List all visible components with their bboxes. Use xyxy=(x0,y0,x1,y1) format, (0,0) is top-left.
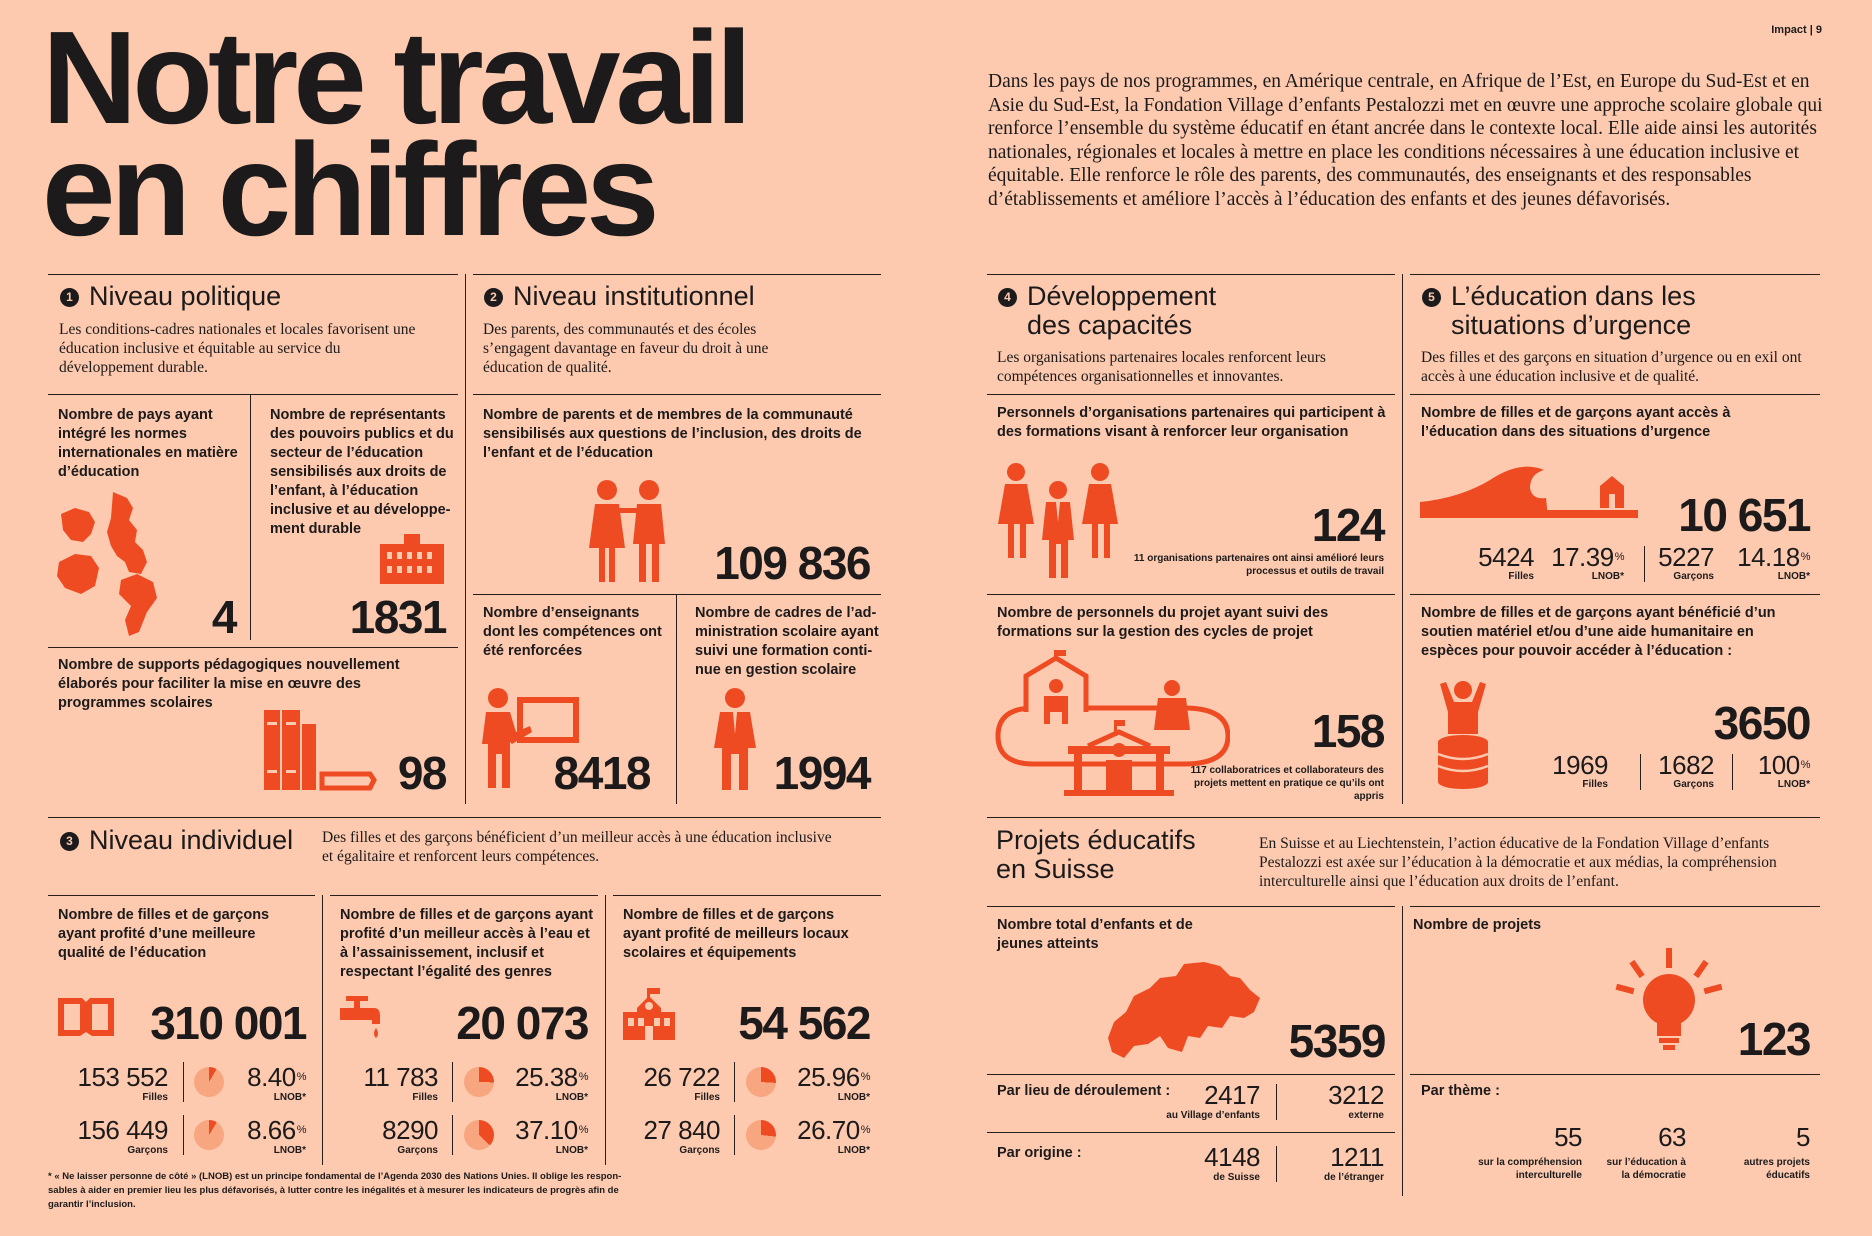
section-title: Niveau politique xyxy=(89,281,282,311)
pct-value: 8.66 xyxy=(247,1115,296,1145)
s5-a-girls-label: Filles xyxy=(1508,571,1534,582)
pct-symbol: % xyxy=(296,1124,306,1136)
divider xyxy=(48,895,315,896)
suisse-desc: En Suisse et au Liechtenstein, l’action éducative de la Fondation Village d’enfants Pestalozzi est axée sur l’éducation à la démocratie et aux médias, la compréhension interculturelle ainsi que l’éducation aux droits de l’enfant. xyxy=(1259,835,1777,890)
s3-col3-girls: 26 722 xyxy=(643,1062,720,1092)
s5-a-boys: 5227 xyxy=(1658,542,1714,572)
section-title: L’éducation dans les xyxy=(1451,281,1696,311)
divider xyxy=(330,895,598,896)
s5-b-girls-label: Filles xyxy=(1582,779,1608,790)
s2-b-label: Nombre d’enseignants dont les compétences ont été renforcées xyxy=(483,605,662,659)
pct-symbol: % xyxy=(1800,551,1810,563)
divider xyxy=(987,906,1395,907)
divider xyxy=(987,274,1395,275)
lnob-pie-chart xyxy=(194,1120,224,1150)
s1-b-label: Nombre de représentants des pouvoirs publics et du secteur de l’éducation sensibilisés aux droits de l’enfant, à l’éducation inclusive et au développe- ment durable xyxy=(270,407,454,537)
theme-3-value: 5 xyxy=(1796,1122,1810,1152)
pct-symbol: % xyxy=(578,1124,588,1136)
theme-2-label: sur l’éducation à la démocratie xyxy=(1606,1157,1686,1181)
s3-col3-label: Nombre de filles et de garçons ayant profité de meilleurs locaux scolaires et équipements xyxy=(623,907,849,961)
divider xyxy=(676,594,677,804)
s5-b-boys: 1682 xyxy=(1658,750,1714,780)
pct-symbol: % xyxy=(578,1071,588,1083)
s3-col1-girls-label: Filles xyxy=(142,1092,168,1103)
lnob-pie-chart xyxy=(464,1067,494,1097)
s3-col2-girls-label: Filles xyxy=(412,1092,438,1103)
pct-symbol: % xyxy=(860,1071,870,1083)
s2-a-value: 109 836 xyxy=(714,537,870,589)
divider xyxy=(1276,1146,1277,1182)
lnob-label: LNOB* xyxy=(1777,571,1810,582)
suisse-b-label: Nombre de projets xyxy=(1413,917,1542,933)
divider xyxy=(473,394,881,395)
page-number: Impact | 9 xyxy=(1771,24,1822,36)
pct-symbol: % xyxy=(860,1124,870,1136)
theme-3-label: autres projets éducatifs xyxy=(1743,1157,1810,1181)
s5-a-label: Nombre de filles et de garçons ayant accès à l’éducation dans des situations d’urgence xyxy=(1421,405,1731,440)
intro-paragraph: Dans les pays de nos programmes, en Amérique centrale, en Afrique de l’Est, en Europe du Sud-Est et en Asie du Sud-Est, la Fondation Village d’enfants Pestalozzi met en œuvre une approche scolaire globale qui renforce l’ensemble du système éducatif en étant ancrée dans le contexte local. Elle aide ainsi les autorités nationales, régionales et locales à mettre en place les conditions nécessaires à une éducation inclusive et équitable. Elle renforce le rôle des parents, des communautés, des enseignants et des responsables d’établissements et améliore l’accès à l’éducation des enfants et des jeunes défavorisés. xyxy=(988,71,1823,210)
orig-v2: 1211 xyxy=(1330,1142,1384,1172)
section-title: Niveau institutionnel xyxy=(513,281,755,311)
s2-c-value: 1994 xyxy=(773,747,870,799)
s5-a-boys-pct xyxy=(1720,544,1810,570)
s2-a-label: Nombre de parents et de membres de la communauté sensibilisés aux questions de l’inclusion, des droits de l’enfant et de l’éducation xyxy=(483,407,862,461)
divider xyxy=(987,1132,1395,1133)
section-title: Développement xyxy=(1027,281,1217,311)
pct-value: 17.39 xyxy=(1551,542,1614,572)
s5-b-label: Nombre de filles et de garçons ayant bénéficié d’un soutien matériel et/ou d’une aide humanitaire en espèces pour pouvoir accéder à l’éducation : xyxy=(1421,605,1776,659)
divider xyxy=(48,274,458,275)
divider xyxy=(1276,1084,1277,1120)
section-title: Niveau individuel xyxy=(89,825,294,855)
s3-col3-boys-label: Garçons xyxy=(679,1145,720,1156)
s3-col2-label: Nombre de filles et de garçons ayant profité d’un meilleur accès à l’eau et à l’assainissement, inclusif et respectant l’égalité des genres xyxy=(340,907,594,980)
section-4-desc: Les organisations partenaires locales renforcent leurs compétences organisationnelles et innovantes. xyxy=(997,349,1326,385)
origine-label: Par origine : xyxy=(997,1145,1082,1161)
s3-col2-girls-pct xyxy=(496,1064,588,1090)
s1-c-value: 98 xyxy=(397,747,446,799)
theme-1-label: sur la compréhension interculturelle xyxy=(1478,1157,1582,1181)
s4-b-note: 117 collaboratrices et collaborateurs des projets mettent en pratique ce qu’ils ont appris xyxy=(1190,765,1384,802)
s5-b-value: 3650 xyxy=(1713,697,1810,749)
lnob-label: LNOB* xyxy=(273,1092,306,1103)
s3-col1-girls-pct xyxy=(226,1064,306,1090)
suisse-a-value: 5359 xyxy=(1288,1015,1385,1067)
s1-a-value: 4 xyxy=(211,591,236,643)
pct-value: 8.40 xyxy=(247,1062,296,1092)
lieu-v1: 2417 xyxy=(1204,1080,1260,1110)
section-number: 4 xyxy=(998,288,1017,307)
water-tap-icon xyxy=(340,996,390,1040)
section-title: situations d’urgence xyxy=(1451,310,1692,340)
divider xyxy=(473,274,881,275)
divider xyxy=(1402,274,1403,804)
s3-col1-boys-pct xyxy=(226,1117,306,1143)
section-5-desc: Des filles et des garçons en situation d’urgence ou en exil ont accès à une éducation inclusive et de qualité. xyxy=(1421,349,1802,385)
s5-b-pct xyxy=(1740,752,1810,778)
s3-col3-girls-label: Filles xyxy=(694,1092,720,1103)
s4-b-label: Nombre de personnels du projet ayant suivi des formations sur la gestion des cycles de projet xyxy=(997,605,1329,640)
divider xyxy=(452,1115,453,1155)
divider xyxy=(987,817,1820,818)
books-icon xyxy=(262,708,378,792)
lieu-v2-label: externe xyxy=(1348,1110,1384,1121)
divider xyxy=(987,394,1395,395)
section-number: 2 xyxy=(484,288,503,307)
section-title: Projets éducatifs xyxy=(996,825,1196,855)
lieu-label: Par lieu de déroulement : xyxy=(997,1083,1171,1099)
s5-a-boys-label: Garçons xyxy=(1673,571,1714,582)
divider xyxy=(322,895,323,1165)
section-2-desc: Des parents, des communautés et des écoles s’engagent davantage en faveur du droit à une éducation de qualité. xyxy=(483,321,769,376)
section-number: 1 xyxy=(60,288,79,307)
s3-col3-value: 54 562 xyxy=(738,997,870,1049)
s5-b-boys-label: Garçons xyxy=(1673,779,1714,790)
suisse-heading xyxy=(996,826,1196,884)
theme-1-value: 55 xyxy=(1554,1122,1582,1152)
orig-v1: 4148 xyxy=(1204,1142,1260,1172)
section-5-heading xyxy=(1422,282,1696,340)
s3-col2-value: 20 073 xyxy=(456,997,588,1049)
section-3-desc: Des filles et des garçons bénéficient d’un meilleur accès à une éducation inclusive et égalitaire et renforcent leurs compétences. xyxy=(322,829,832,865)
divider xyxy=(250,394,251,640)
theme-2-value: 63 xyxy=(1658,1122,1686,1152)
divider xyxy=(473,594,881,595)
s4-a-label: Personnels d’organisations partenaires qui participent à des formations visant à renforcer leur organisation xyxy=(997,405,1386,440)
pct-symbol: % xyxy=(1800,759,1810,771)
section-3-heading xyxy=(60,826,293,855)
divider xyxy=(613,895,881,896)
divider xyxy=(1732,754,1733,790)
africa-map-icon xyxy=(55,490,165,640)
pct-value: 25.96 xyxy=(797,1062,860,1092)
pct-value: 14.18 xyxy=(1737,542,1800,572)
s3-col3-boys-pct xyxy=(778,1117,870,1143)
lieu-v2: 3212 xyxy=(1328,1080,1384,1110)
pct-value: 26.70 xyxy=(797,1115,860,1145)
s3-col2-boys: 8290 xyxy=(382,1115,438,1145)
s4-a-note: 11 organisations partenaires ont ainsi amélioré leurs processus et outils de travail xyxy=(1133,553,1384,577)
divider xyxy=(465,274,466,804)
page-title xyxy=(42,4,748,263)
lnob-label: LNOB* xyxy=(837,1092,870,1103)
divider xyxy=(734,1062,735,1102)
open-book-icon xyxy=(58,996,114,1038)
section-1-desc: Les conditions-cadres nationales et locales favorisent une éducation inclusive et équitable au service du développement durable. xyxy=(59,321,416,376)
divider xyxy=(1644,546,1645,582)
s3-col3-girls-pct xyxy=(778,1064,870,1090)
s3-col3-boys: 27 840 xyxy=(643,1115,720,1145)
s3-col2-boys-label: Garçons xyxy=(397,1145,438,1156)
lnob-pie-chart xyxy=(746,1067,776,1097)
title-line-1: Notre travail xyxy=(42,4,748,151)
suisse-b-value: 123 xyxy=(1737,1013,1810,1065)
child-coins-icon xyxy=(1436,680,1490,792)
s2-b-value: 8418 xyxy=(553,747,650,799)
divider xyxy=(1410,394,1820,395)
lnob-label: LNOB* xyxy=(1777,779,1810,790)
flood-wave-icon xyxy=(1420,464,1640,520)
school-administrator-icon xyxy=(714,688,756,790)
divider xyxy=(734,1115,735,1155)
section-number: 5 xyxy=(1422,288,1441,307)
divider xyxy=(1402,906,1403,1196)
footnote: * « Ne laisser personne de côté » (LNOB) est un principe fondamental de l’Agenda 2030 des Nations Unies. Il oblige les respon- sables à aider en premier lieu les plus défavorisés, à lutter contre les inégalités et à mesurer les indicateurs de progrès afin de garantir l’inclusion. xyxy=(48,1171,622,1210)
divider xyxy=(48,817,881,818)
divider xyxy=(183,1115,184,1155)
lnob-label: LNOB* xyxy=(837,1145,870,1156)
lnob-label: LNOB* xyxy=(273,1145,306,1156)
s3-col1-label: Nombre de filles et de garçons ayant profité d’une meilleure qualité de l’éducation xyxy=(58,907,270,961)
s1-a-label: Nombre de pays ayant intégré les normes internationales en matière d’éducation xyxy=(58,407,238,480)
divider xyxy=(605,895,606,1165)
orig-v1-label: de Suisse xyxy=(1213,1172,1260,1183)
lnob-pie-chart xyxy=(746,1120,776,1150)
pct-symbol: % xyxy=(1614,551,1624,563)
lnob-label: LNOB* xyxy=(555,1092,588,1103)
s4-b-value: 158 xyxy=(1311,705,1384,757)
section-title: en Suisse xyxy=(996,854,1115,884)
section-number: 3 xyxy=(60,832,79,851)
lnob-pie-chart xyxy=(194,1067,224,1097)
divider xyxy=(1410,274,1820,275)
divider xyxy=(1410,1074,1820,1075)
divider xyxy=(987,1074,1395,1075)
s5-a-girls: 5424 xyxy=(1478,542,1534,572)
s3-col2-girls: 11 783 xyxy=(363,1062,438,1092)
s5-a-girls-pct xyxy=(1536,544,1624,570)
s1-b-value: 1831 xyxy=(349,591,446,643)
section-1-heading xyxy=(60,282,281,311)
pct-symbol: % xyxy=(296,1071,306,1083)
section-2-heading xyxy=(484,282,755,311)
suisse-a-label: Nombre total d’enfants et de jeunes atteints xyxy=(997,917,1193,952)
section-4-heading xyxy=(998,282,1216,340)
section-title: des capacités xyxy=(1027,310,1193,340)
s3-col1-value: 310 001 xyxy=(150,997,306,1049)
lnob-label: LNOB* xyxy=(1591,571,1624,582)
staff-group-icon xyxy=(996,462,1122,578)
s5-b-girls: 1969 xyxy=(1552,750,1608,780)
divider xyxy=(183,1062,184,1102)
s3-col1-boys: 156 449 xyxy=(77,1115,168,1145)
divider xyxy=(1640,754,1641,790)
divider xyxy=(987,594,1395,595)
school-building-icon xyxy=(623,988,675,1040)
s5-a-value: 10 651 xyxy=(1678,489,1810,541)
pct-value: 37.10 xyxy=(515,1115,578,1145)
divider xyxy=(1410,594,1820,595)
theme-label: Par thème : xyxy=(1421,1083,1500,1099)
parliament-building-icon xyxy=(378,532,446,586)
orig-v2-label: de l’étranger xyxy=(1323,1172,1384,1183)
s4-a-value: 124 xyxy=(1311,499,1384,551)
pct-value: 100 xyxy=(1757,750,1800,780)
pct-value: 25.38 xyxy=(515,1062,578,1092)
divider xyxy=(48,647,458,648)
divider xyxy=(48,394,458,395)
divider xyxy=(452,1062,453,1102)
divider xyxy=(1410,906,1820,907)
s3-col2-boys-pct xyxy=(496,1117,588,1143)
s3-col1-girls: 153 552 xyxy=(77,1062,168,1092)
lnob-label: LNOB* xyxy=(555,1145,588,1156)
s1-c-label: Nombre de supports pédagogiques nouvellement élaborés pour faciliter la mise en œuvre des programmes scolaires xyxy=(58,657,400,711)
s3-col1-boys-label: Garçons xyxy=(127,1145,168,1156)
s2-c-label: Nombre de cadres de l’ad- ministration scolaire ayant suivi une formation conti- nue en gestion scolaire xyxy=(695,605,879,678)
lnob-pie-chart xyxy=(464,1120,494,1150)
title-line-2: en chiffres xyxy=(42,116,655,263)
parents-couple-icon xyxy=(585,478,673,582)
lieu-v1-label: au Village d’enfants xyxy=(1166,1110,1260,1121)
